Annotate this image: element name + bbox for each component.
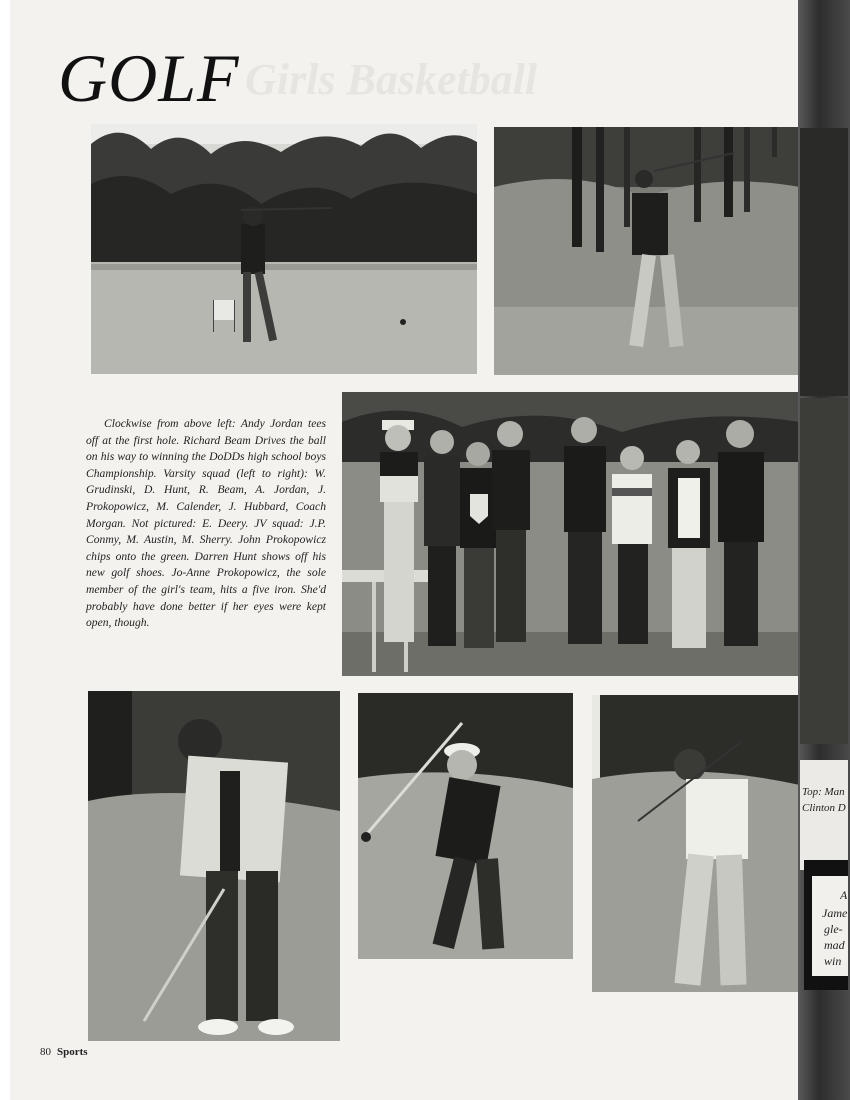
section-name: Sports [57,1046,88,1058]
show-through-heading: Girls Basketball [245,55,538,104]
facing-page-box-line: win [824,954,842,968]
facing-page-box-line: gle- [824,922,843,936]
facing-page-caption-line: Clinton D [802,802,846,814]
page-title: GOLF [58,40,240,116]
photo-caption: Clockwise from above left: Andy Jordan tees off at the first hole. Richard Beam Drives the ball on his way to winning the DoDDs high school boys Championship. Varsity squad (left to right): W. Grudinski, D. Hunt, R. Beam, A. Jordan, J. Prokopowicz, M. Calender, J. Hubbard, Coach Morgan. Not pictured: E. Deery. JV squad: J.P. Conmy, M. Austin, M. Sherry. John Prokopowicz chips onto the green. Darren Hunt shows off his new golf shoes. Jo-Anne Prokopowicz, the sole member of the girl's team, hits a five iron. She'd probably have done better if her eyes were kept open, though. [86,417,326,630]
facing-page-caption-area [800,760,848,870]
facing-page-box-line: Jame [822,906,848,920]
facing-page-edge [798,0,850,1100]
facing-page-box-line: A [840,888,848,902]
facing-page-box-line: mad [824,938,845,952]
photo-tee-off [91,124,477,374]
page-margin [0,0,10,1100]
page-folio [40,1046,88,1058]
facing-page-caption-line: Top: Man [802,786,845,798]
photo-five-iron [592,695,800,992]
facing-page-photo-middle [800,398,848,744]
page-number: 80 [40,1046,51,1058]
facing-page-photo-top [800,128,848,396]
photo-chip-shot [88,691,340,1041]
photo-varsity-squad [342,392,800,676]
photo-golf-shoes [358,693,573,959]
photo-drive [494,127,800,375]
